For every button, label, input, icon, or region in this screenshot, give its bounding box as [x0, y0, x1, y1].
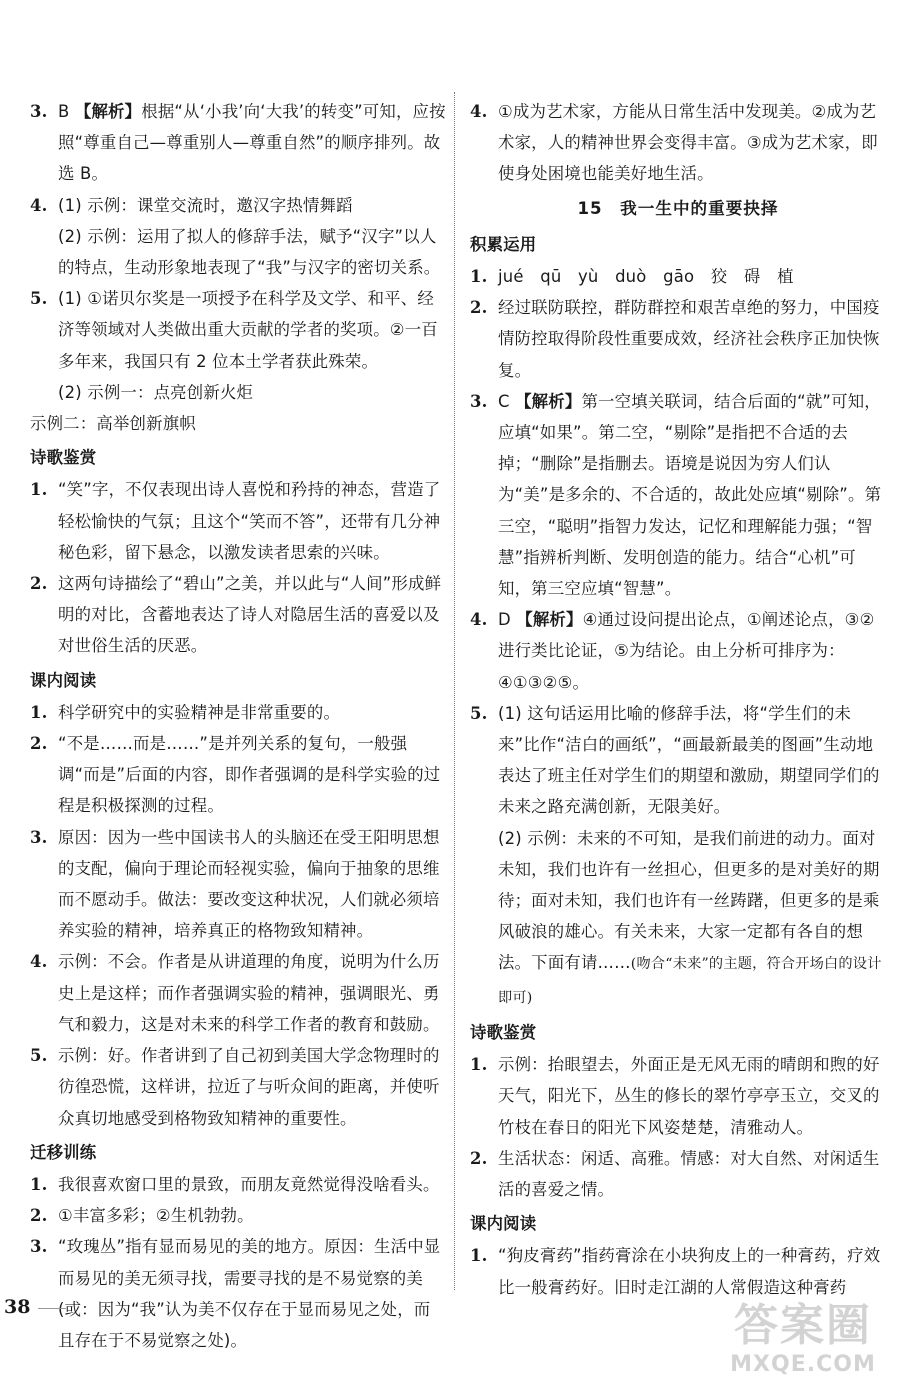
item-number: 1.	[30, 702, 48, 722]
answer-item	[30, 1040, 446, 1134]
section-heading-transfer: 迁移训练	[30, 1142, 97, 1162]
answer-text: 第一空填关联词，结合后面的“就”可知，应填“如果”。第二空，“剔除”是指把不合适的去掉；“删除”是指删去。语境是说因为穷人们认为“美”是多余的、不合适的，故此处应填“剔除”。第三空，“聪明”指智力发达，记忆和理解能力强；“智慧”指辨析判断、发明创造的能力。结合“心机”可知，第三空应填“智慧”。	[498, 391, 882, 599]
page-number: 38	[4, 1296, 31, 1318]
answer-item	[30, 728, 446, 822]
answer-text: (1) 示例：课堂交流时，邀汉字热情舞蹈	[58, 195, 353, 215]
item-number: 2.	[30, 734, 48, 754]
answer-text: 原因：因为一些中国读书人的头脑还在受王阳明思想的支配，偏向于理论而轻视实验，偏向于抽象的思维而不愿动手。做法：要改变这种状况，人们就必须培养实验的精神，培养真正的格物致知精神。	[58, 827, 440, 941]
answer-text: 根据“从‘小我’向‘大我’的转变”可知，应按照“尊重自己—尊重别人—尊重自然”的顺序排列。故选 B。	[58, 102, 446, 184]
analysis-tag: 【解析】	[516, 610, 583, 630]
answer-item	[30, 96, 446, 190]
section-heading-poetry: 诗歌鉴赏	[470, 1022, 537, 1042]
analysis-tag: 【解析】	[515, 391, 582, 411]
item-number: 1.	[30, 1174, 48, 1194]
choice-letter: D	[498, 610, 511, 630]
choice-letter: B	[58, 102, 70, 121]
answer-item	[470, 1049, 886, 1143]
answer-text: 我很喜欢窗口里的景致，而朋友竟然觉得没啥看头。	[58, 1174, 440, 1194]
answer-text: 示例：不会。作者是从讲道理的角度，说明为什么历史上是这样；而作者强调实验的精神，强调眼光、勇气和毅力，这是对未来的科学工作者的教育和鼓励。	[58, 952, 440, 1034]
answer-text: 科学研究中的实验精神是非常重要的。	[58, 702, 341, 722]
answer-text: 经过联防联控，群防群控和艰苦卓绝的努力，中国疫情防控取得阶段性重要成效，经济社会秩序正加快恢复。	[498, 298, 880, 380]
left-column	[30, 96, 446, 1356]
answer-item	[30, 1231, 446, 1356]
item-number: 1.	[470, 1246, 488, 1266]
answer-item	[470, 698, 886, 1014]
answer-text: “玫瑰丛”指有显而易见的美的地方。原因：生活中显而易见的美无须寻找，需要寻找的是不易觉察的美(或：因为“我”认为美不仅存在于显而易见之处，而且存在于不易觉察之处)。	[58, 1237, 441, 1350]
answer-text: 示例：好。作者讲到了自己初到美国大学念物理时的彷徨恐慌，这样讲，拉近了与听众间的距离，并使听众真切地感受到格物致知精神的重要性。	[58, 1046, 440, 1128]
answer-item	[30, 1169, 446, 1200]
item-number: 3.	[30, 827, 48, 847]
item-number: 4.	[470, 102, 488, 121]
item-number: 4.	[470, 610, 488, 630]
answer-item	[470, 96, 886, 190]
right-column	[470, 96, 886, 1303]
section-heading-accumulation: 积累运用	[470, 234, 537, 254]
answer-item	[470, 386, 886, 604]
section-heading-poetry: 诗歌鉴赏	[30, 448, 97, 468]
answer-text: (1) 这句话运用比喻的修辞手法，将“学生们的未来”比作“洁白的画纸”，“画最新最美的图画”生动地表达了班主任对学生们的期望和激励，期望同学们的未来之路充满创新，无限美好。	[498, 703, 880, 817]
answer-item	[470, 1240, 886, 1302]
item-number: 5.	[30, 289, 48, 309]
answer-text: (1) ①诺贝尔奖是一项授予在科学及文学、和平、经济等领域对人类做出重大贡献的学者的奖项。②一百多年来，我国只有 2 位本土学者获此殊荣。	[58, 289, 438, 371]
item-number: 2.	[470, 1148, 488, 1168]
section-heading-reading: 课内阅读	[470, 1214, 537, 1234]
pinyin-answer: jué qū yù duò gāo 狡 碍 植	[498, 267, 794, 287]
section-heading-reading: 课内阅读	[30, 670, 97, 690]
answer-note: (吻合“未来”的主题，符合开场白的设计即可)	[498, 956, 882, 1006]
answer-text: (2) 示例：运用了拟人的修辞手法，赋予“汉字”以人的特点，生动形象地表现了“我”与汉字的密切关系。	[58, 226, 441, 278]
answer-item	[470, 261, 886, 292]
choice-letter: C	[498, 391, 510, 411]
answer-text: 示例：抬眼望去，外面正是无风无雨的晴朗和煦的好天气，阳光下，丛生的修长的翠竹亭亭玉立，交叉的竹枝在春日的阳光下风姿楚楚，清雅动人。	[498, 1055, 880, 1137]
answer-text: 生活状态：闲适、高雅。情感：对大自然、对闲适生活的喜爱之情。	[498, 1148, 880, 1199]
answer-text: “狗皮膏药”指药膏涂在小块狗皮上的一种膏药，疗效比一般膏药好。旧时走江湖的人常假造这种膏药	[498, 1246, 881, 1297]
item-number: 1.	[30, 480, 48, 500]
answer-text: “笑”字，不仅表现出诗人喜悦和矜持的神态，营造了轻松愉快的气氛；且这个“笑而不答”，还带有几分神秘色彩，留下悬念，以激发读者思索的兴味。	[58, 480, 441, 562]
answer-item	[470, 1143, 886, 1205]
lesson-title: 15 我一生中的重要抉择	[577, 198, 779, 218]
answer-text: ④通过设问提出论点，①阐述论点，③②进行类比论证，⑤为结论。由上分析可排序为：④①③②⑤。	[498, 610, 875, 692]
answer-text: 示例二：高举创新旗帜	[30, 414, 196, 434]
item-number: 2.	[470, 298, 488, 318]
watermark-url: MXQE.COM	[730, 1352, 876, 1377]
item-number: 5.	[470, 703, 488, 723]
answer-item	[30, 1200, 446, 1231]
page-number-rule	[38, 1308, 66, 1309]
watermark-logo	[718, 1300, 888, 1384]
item-number: 2.	[30, 574, 48, 594]
item-number: 3.	[470, 391, 488, 411]
answer-item	[30, 283, 446, 408]
answer-item	[470, 292, 886, 386]
column-divider	[454, 92, 455, 1290]
answer-text: (2) 示例一：点亮创新火炬	[58, 382, 254, 402]
answer-text: ①丰富多彩；②生机勃勃。	[58, 1206, 254, 1226]
item-number: 4.	[30, 195, 48, 215]
answer-text: “不是……而是……”是并列关系的复句，一般强调“而是”后面的内容，即作者强调的是科学实验的过程是积极探测的过程。	[58, 734, 441, 816]
item-number: 4.	[30, 952, 48, 972]
item-number: 5.	[30, 1046, 48, 1066]
item-number: 2.	[30, 1206, 48, 1226]
answer-text: 这两句诗描绘了“碧山”之美，并以此与“人间”形成鲜明的对比，含蓄地表达了诗人对隐居生活的喜爱以及对世俗生活的厌恶。	[58, 574, 442, 656]
answer-item	[30, 568, 446, 662]
answer-item	[30, 822, 446, 947]
item-number: 1.	[470, 267, 488, 287]
analysis-tag: 【解析】	[74, 102, 142, 121]
answer-item	[30, 190, 446, 284]
answer-item	[30, 474, 446, 568]
item-number: 1.	[470, 1055, 488, 1075]
item-number: 3.	[30, 1237, 48, 1257]
item-number: 3.	[30, 102, 48, 121]
answer-text: ①成为艺术家，方能从日常生活中发现美。②成为艺术家，人的精神世界会变得丰富。③成为艺术家，即使身处困境也能美好地生活。	[498, 102, 878, 184]
answer-item	[470, 604, 886, 698]
answer-item	[30, 946, 446, 1040]
answer-text: (2) 示例：未来的不可知，是我们前进的动力。面对未知，我们也许有一丝担心，但更多的是对美好的期待；面对未知，我们也许有一丝踌躇，但更多的是乘风破浪的雄心。有关未来，大家一定都有各自的想法。下面有请……	[498, 828, 880, 973]
watermark-text: 答案圈	[734, 1300, 872, 1351]
answer-item	[30, 697, 446, 728]
